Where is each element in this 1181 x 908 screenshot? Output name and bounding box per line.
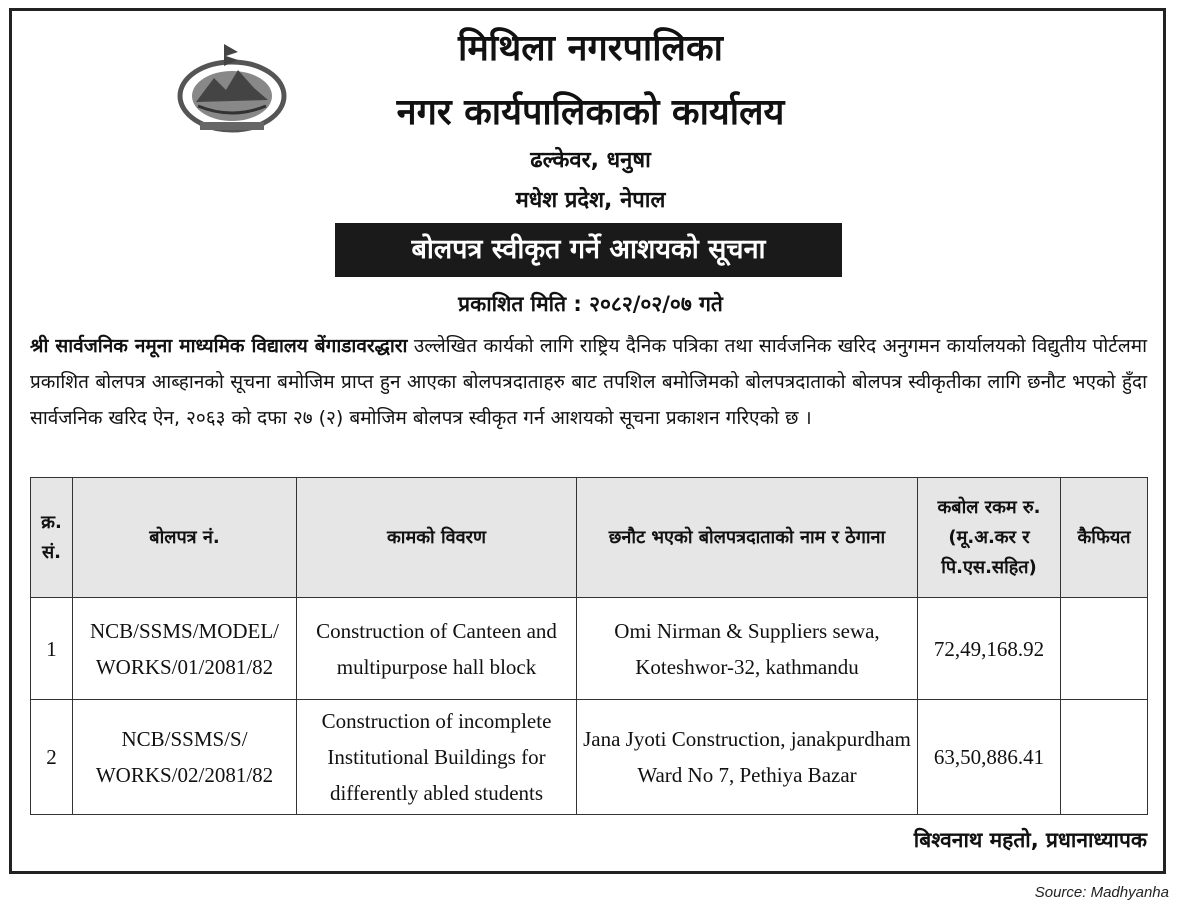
header-sn: क्र. सं. [31, 478, 73, 598]
header-description: कामको विवरण [297, 478, 577, 598]
municipality-name: मिथिला नगरपालिका [458, 28, 723, 69]
header-bid-no: बोलपत्र नं. [73, 478, 297, 598]
table-row [31, 700, 1148, 815]
cell-description: Construction of Canteen and multipurpose hall block [297, 598, 577, 700]
cell-bidder: Jana Jyoti Construction, janakpurdham Ward No 7, Pethiya Bazar [577, 700, 918, 815]
cell-bid-no: NCB/SSMS/S/ WORKS/02/2081/82 [73, 700, 297, 815]
cell-description: Construction of incomplete Institutional Buildings for differently abled students [297, 700, 577, 815]
signature: बिश्वनाथ महतो, प्रधानाध्यापक [913, 828, 1147, 852]
notice-paragraph: उल्लेखित कार्यको लागि राष्ट्रिय दैनिक पत्रिका तथा सार्वजनिक खरिद अनुगमन कार्यालयको विद्युतीय पोर्टलमा प्रकाशित बोलपत्र आब्हानको सूचना बमोजिम प्राप्त हुन आएका बोलपत्रदाताहरु बाट तपशिल बमोजिमको बोलपत्रदाताको बोलपत्र स्वीकृतीका लागि छनौट भएको हुँदा सार्वजनिक खरिद ऐन, २०६३ को दफा २७ (२) बमोजिम बोलपत्र स्वीकृत गर्न आशयको सूचना प्रकाशन गरिएको छ । [30, 335, 1147, 429]
cell-bid-no: NCB/SSMS/MODEL/ WORKS/01/2081/82 [73, 598, 297, 700]
table-row [31, 598, 1148, 700]
source-credit: Source: Madhyanha [1034, 884, 1169, 901]
cell-remarks [1061, 598, 1148, 700]
tender-table [30, 477, 1148, 815]
notice-title: बोलपत्र स्वीकृत गर्ने आशयको सूचना [335, 223, 842, 277]
header-remarks: कैफियत [1061, 478, 1148, 598]
province-country: मधेश प्रदेश, नेपाल [515, 188, 666, 213]
header-bidder: छनौट भएको बोलपत्रदाताको नाम र ठेगाना [577, 478, 918, 598]
cell-bidder: Omi Nirman & Suppliers sewa, Koteshwor-32, kathmandu [577, 598, 918, 700]
published-date: प्रकाशित मिति : २०८२/०२/०७ गते [458, 292, 723, 316]
cell-amount: 63,50,886.41 [918, 700, 1061, 815]
notice-body [30, 328, 1147, 436]
cell-amount: 72,49,168.92 [918, 598, 1061, 700]
cell-sn: 2 [31, 700, 73, 815]
table-header-row [31, 478, 1148, 598]
cell-remarks [1061, 700, 1148, 815]
header-amount: कबोल रकम रु.(मू.अ.कर र पि.एस.सहित) [918, 478, 1061, 598]
office-address: ढल्केवर, धनुषा [530, 148, 651, 173]
school-name: श्री सार्वजनिक नमूना माध्यमिक विद्यालय बेंगाडावरद्धारा [30, 335, 408, 357]
office-name: नगर कार्यपालिकाको कार्यालय [396, 92, 785, 133]
cell-sn: 1 [31, 598, 73, 700]
